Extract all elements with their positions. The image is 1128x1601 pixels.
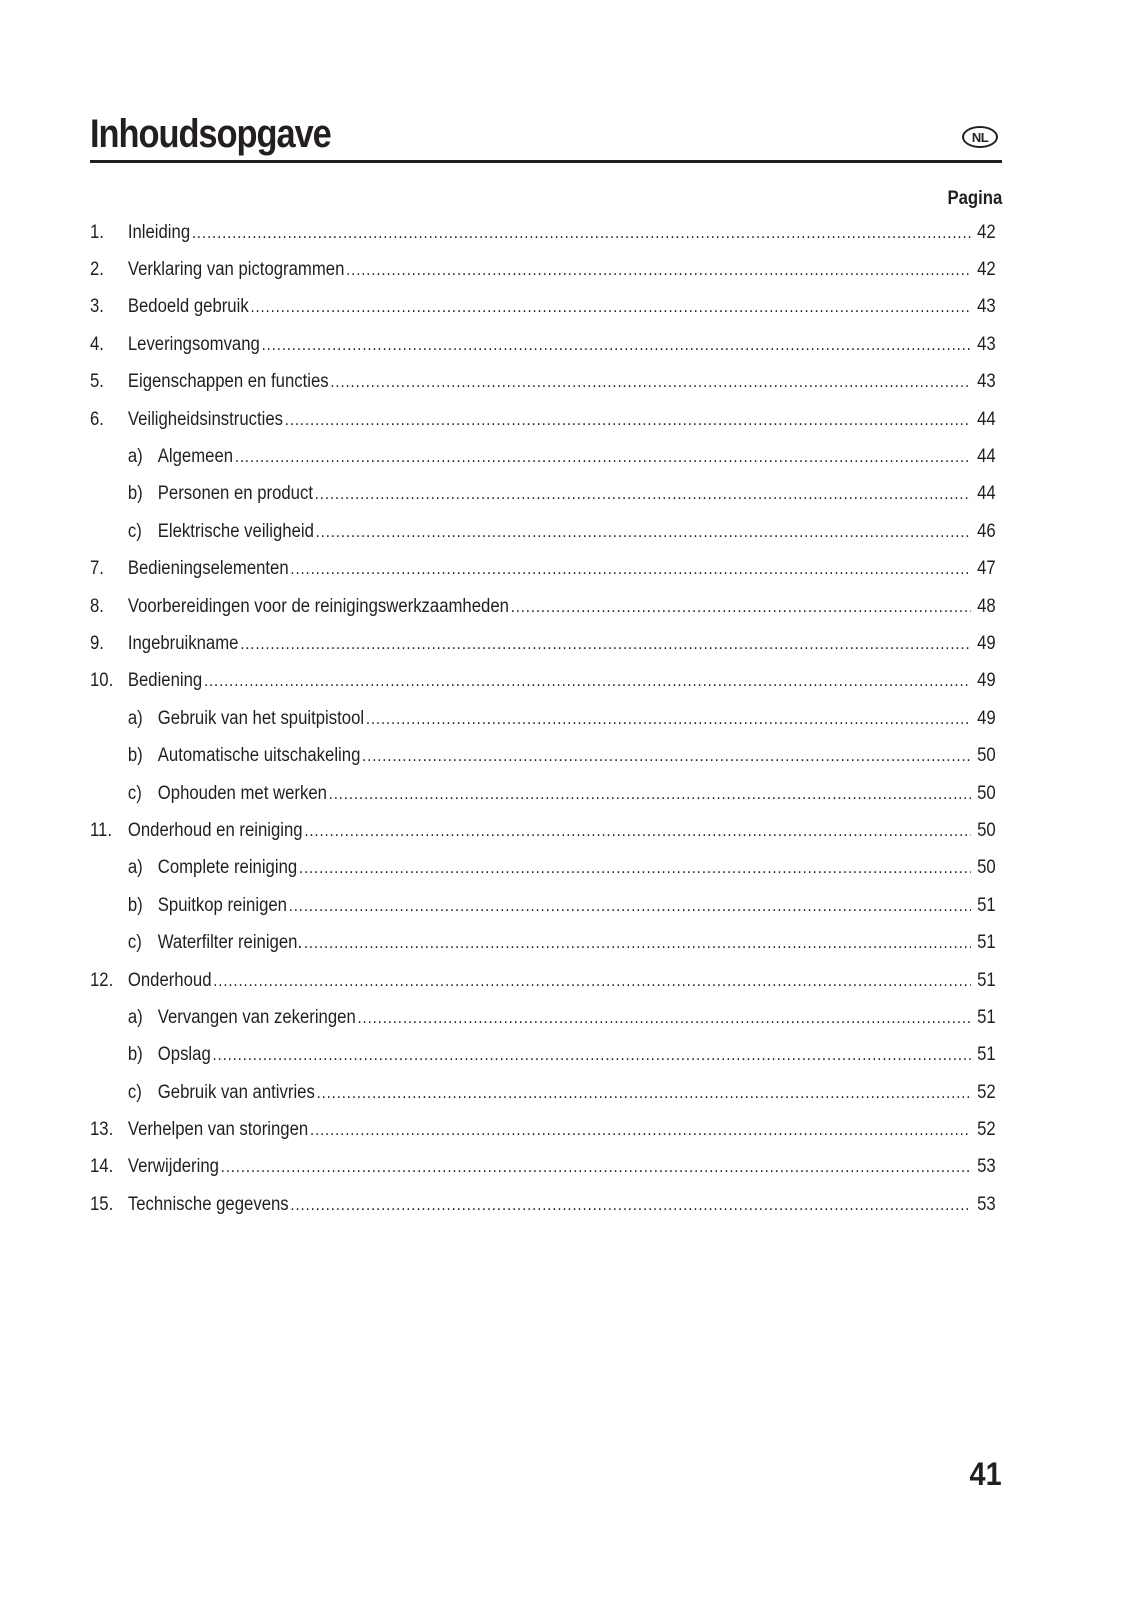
dot-leader [329,784,971,804]
toc-entry-label: Bediening [127,670,203,692]
toc-entry-page: 50 [977,857,996,879]
toc-entry[interactable] [90,1149,996,1186]
page-number: 41 [969,1456,1002,1492]
toc-subentry[interactable] [90,850,996,887]
dot-leader [192,223,971,243]
dot-leader [235,447,971,467]
dot-leader [304,933,971,953]
dot-leader [330,372,971,392]
toc-entry-number: 1. [90,221,104,243]
dot-leader [317,1083,971,1103]
toc-entry-page: 43 [977,296,996,318]
toc-entry[interactable] [90,214,996,251]
dot-leader [366,709,971,729]
toc-entry-label: Vervangen van zekeringen [157,1006,356,1028]
toc-entry-page: 51 [977,1044,996,1066]
toc-entry-number: 5. [90,371,104,393]
toc-subentry-letter: c) [127,520,142,542]
language-badge: NL [962,126,998,148]
toc-subentry-letter: b) [127,483,143,505]
toc-entry[interactable] [90,1186,996,1223]
toc-entry-page: 51 [977,932,996,954]
toc-subentry[interactable] [90,1074,996,1111]
toc-entry-number: 14. [90,1156,114,1178]
page-header [90,104,1002,163]
toc-entry[interactable] [90,364,996,401]
toc-entry[interactable] [90,588,996,625]
dot-leader [285,410,971,430]
dot-leader [362,746,971,766]
toc-entry[interactable] [90,401,996,438]
toc-entry-page: 51 [977,969,996,991]
toc-subentry[interactable] [90,924,996,961]
toc-entry-page: 43 [977,333,996,355]
toc-entry-label: Bedoeld gebruik [127,296,249,318]
toc-subentry[interactable] [90,700,996,737]
toc-entry-page: 42 [977,221,996,243]
dot-leader [304,821,971,841]
toc-entry-label: Spuitkop reinigen [157,894,287,916]
toc-entry-label: Verhelpen van storingen [127,1119,309,1141]
toc-entry[interactable] [90,812,996,849]
dot-leader [310,1120,971,1140]
toc-entry-label: Onderhoud en reiniging [127,819,303,841]
dot-leader [204,671,971,691]
dot-leader [250,297,971,317]
toc-entry-number: 7. [90,558,104,580]
dot-leader [212,1045,971,1065]
toc-entry-label: Eigenschappen en functies [127,371,329,393]
toc-entry-page: 53 [977,1193,996,1215]
toc-entry-page: 52 [977,1081,996,1103]
toc-entry-number: 2. [90,259,104,281]
toc-entry-label: Automatische uitschakeling [157,745,361,767]
page-column-heading: Pagina [947,188,1002,209]
toc-entry-page: 50 [977,782,996,804]
toc-entry-page: 48 [977,595,996,617]
toc-entry-label: Gebruik van antivries [157,1081,315,1103]
dot-leader [316,522,971,542]
toc-entry-label: Opslag [157,1044,211,1066]
toc-entry-page: 44 [977,408,996,430]
toc-subentry[interactable] [90,476,996,513]
toc-entry-page: 44 [977,483,996,505]
toc-entry[interactable] [90,289,996,326]
page-title: Inhoudsopgave [90,112,331,156]
toc-subentry-letter: a) [127,446,143,468]
toc-subentry-letter: c) [127,1081,142,1103]
toc-entry[interactable] [90,663,996,700]
toc-entry-label: Personen en product [157,483,313,505]
toc-subentry-letter: b) [127,745,143,767]
toc-entry-number: 4. [90,333,104,355]
toc-entry[interactable] [90,551,996,588]
toc-entry-page: 52 [977,1119,996,1141]
toc-subentry-letter: c) [127,782,142,804]
toc-entry-page: 46 [977,520,996,542]
toc-entry-number: 10. [90,670,114,692]
toc-subentry-letter: a) [127,1006,143,1028]
dot-leader [240,634,971,654]
toc-entry-number: 3. [90,296,104,318]
toc-entry-label: Elektrische veiligheid [157,520,314,542]
toc-entry[interactable] [90,625,996,662]
dot-leader [358,1008,972,1028]
toc-entry-page: 50 [977,819,996,841]
toc-entry-label: Algemeen [157,446,234,468]
toc-entry-label: Verklaring van pictogrammen [127,259,345,281]
toc-entry-page: 51 [977,1006,996,1028]
toc-entry-label: Ophouden met werken [157,782,327,804]
toc-entry-number: 12. [90,969,114,991]
toc-entry[interactable] [90,326,996,363]
dot-leader [213,971,971,991]
toc-entry-label: Ingebruikname [127,632,239,654]
dot-leader [299,858,971,878]
toc-entry-label: Leveringsomvang [127,333,260,355]
table-of-contents [90,214,996,1224]
toc-entry-label: Verwijdering [127,1156,219,1178]
dot-leader [289,896,971,916]
dot-leader [346,260,971,280]
toc-entry-page: 49 [977,632,996,654]
toc-entry-label: Gebruik van het spuitpistool [157,707,365,729]
toc-entry-number: 8. [90,595,104,617]
toc-entry-number: 6. [90,408,104,430]
toc-subentry[interactable] [90,887,996,924]
toc-subentry[interactable] [90,999,996,1036]
toc-entry-page: 47 [977,558,996,580]
toc-entry-page: 51 [977,894,996,916]
toc-entry-page: 50 [977,745,996,767]
toc-subentry-letter: a) [127,857,143,879]
toc-entry-label: Complete reiniging [157,857,298,879]
dot-leader [290,559,971,579]
toc-entry-number: 11. [90,819,113,841]
toc-subentry[interactable] [90,438,996,475]
dot-leader [262,335,971,355]
toc-subentry-letter: b) [127,1044,143,1066]
toc-subentry[interactable] [90,737,996,774]
toc-entry-number: 9. [90,632,104,654]
dot-leader [511,597,971,617]
toc-entry-label: Voorbereidingen voor de reinigingswerkzaamheden [127,595,509,617]
toc-entry-label: Technische gegevens [127,1193,289,1215]
toc-subentry-letter: a) [127,707,143,729]
toc-subentry[interactable] [90,1037,996,1074]
toc-entry-number: 15. [90,1193,114,1215]
toc-entry-label: Inleiding [127,221,191,243]
toc-entry-label: Waterfilter reinigen. [157,932,303,954]
toc-subentry-letter: c) [127,932,142,954]
toc-subentry[interactable] [90,775,996,812]
toc-entry-page: 42 [977,259,996,281]
toc-subentry-letter: b) [127,894,143,916]
dot-leader [315,484,971,504]
dot-leader [290,1195,971,1215]
toc-entry[interactable] [90,962,996,999]
toc-entry-label: Onderhoud [127,969,212,991]
toc-entry-page: 53 [977,1156,996,1178]
toc-entry[interactable] [90,1111,996,1148]
toc-entry-number: 13. [90,1119,114,1141]
dot-leader [221,1157,971,1177]
toc-entry-page: 49 [977,707,996,729]
toc-entry-page: 49 [977,670,996,692]
toc-entry-page: 44 [977,446,996,468]
toc-entry-label: Bedieningselementen [127,558,289,580]
toc-subentry[interactable] [90,513,996,550]
toc-entry[interactable] [90,251,996,288]
toc-entry-page: 43 [977,371,996,393]
toc-entry-label: Veiligheidsinstructies [127,408,284,430]
